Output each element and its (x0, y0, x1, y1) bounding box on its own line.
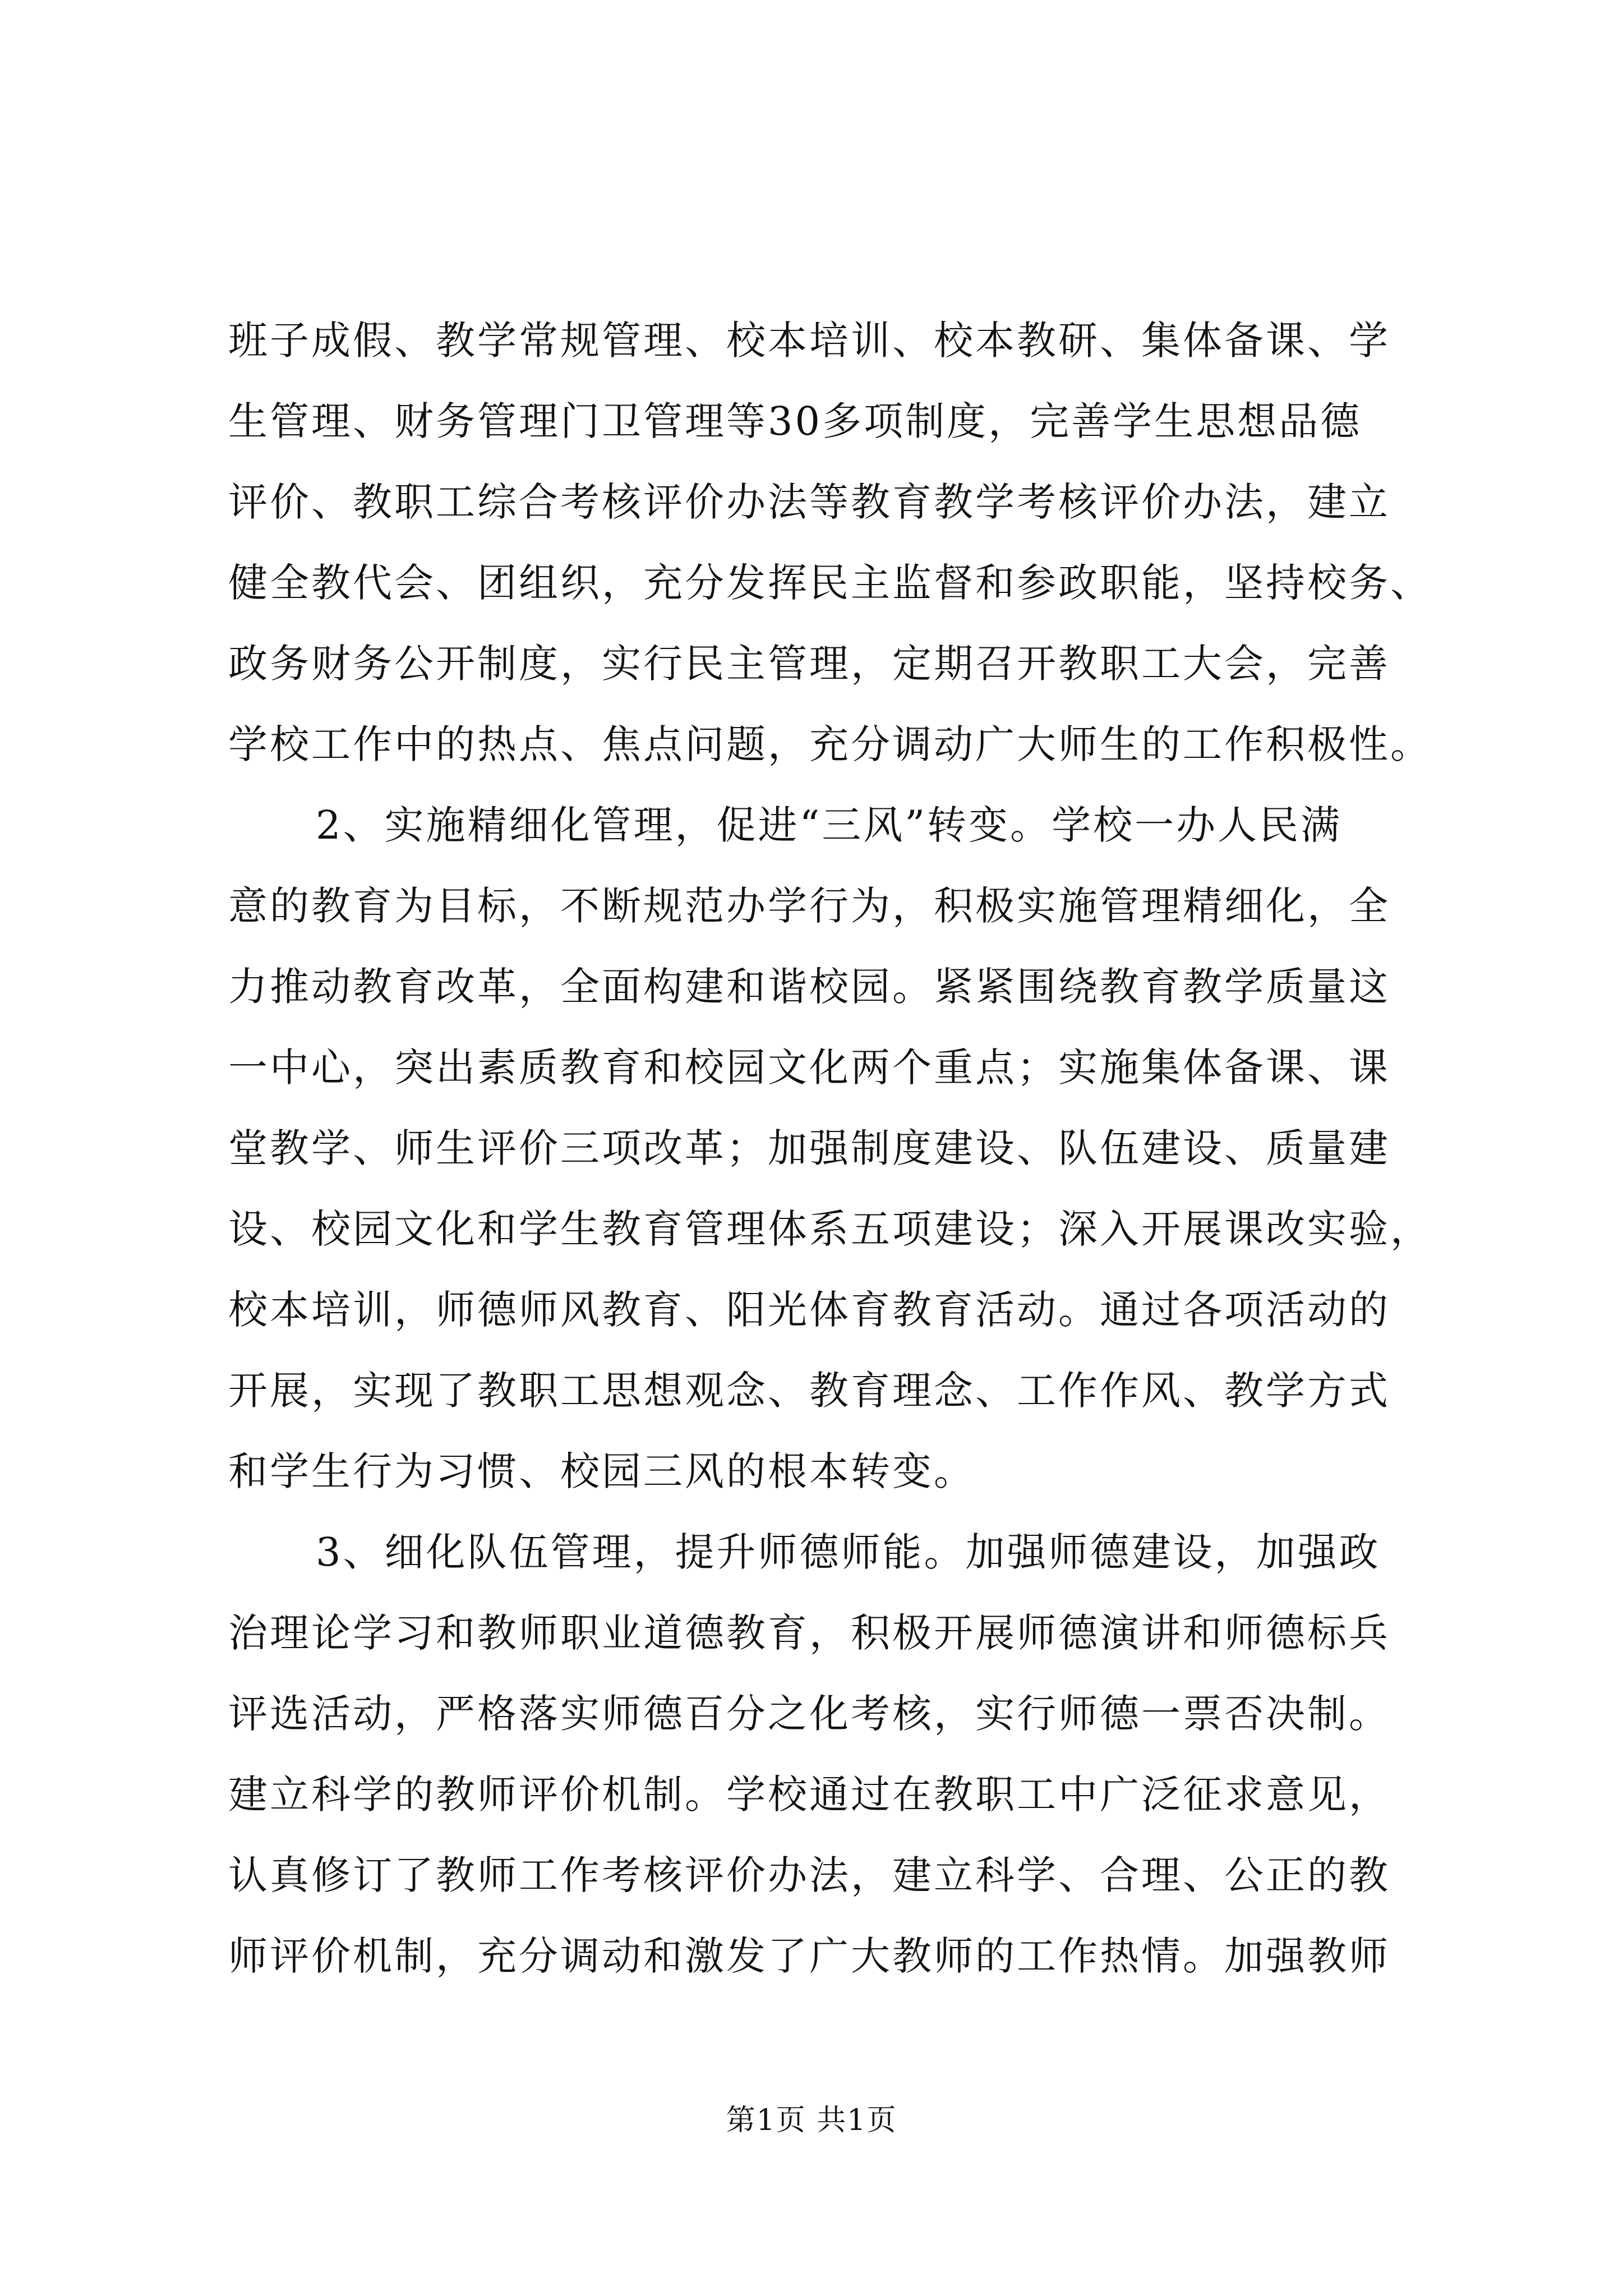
text-line: 政务财务公开制度，实行民主管理，定期召开教职工大会，完善 (228, 641, 1390, 687)
text-line: 健全教代会、团组织，充分发挥民主监督和参政职能，坚持校务、 (228, 560, 1432, 606)
text-line: 治理论学习和教师职业道德教育，积极开展师德演讲和师德标兵 (228, 1610, 1390, 1656)
text-line: 堂教学、师生评价三项改革；加强制度建设、队伍建设、质量建 (228, 1125, 1390, 1171)
text-line: 班子成假、教学常规管理、校本培训、校本教研、集体备课、学 (228, 318, 1390, 364)
text-line: 意的教育为目标，不断规范办学行为，积极实施管理精细化，全 (228, 883, 1390, 929)
text-line: 和学生行为习惯、校园三风的根本转变。 (228, 1448, 975, 1494)
text-line: 建立科学的教师评价机制。学校通过在教职工中广泛征求意见， (228, 1772, 1390, 1818)
paragraph-start-line: 2、实施精细化管理，促进“三风”转变。学校一办人民满 (316, 802, 1343, 848)
page-number-label: 第1页 共1页 (726, 2104, 897, 2137)
text-line: 力推动教育改革，全面构建和谐校园。紧紧围绕教育教学质量这 (228, 964, 1390, 1010)
text-line: 校本培训，师德师风教育、阳光体育教育活动。通过各项活动的 (228, 1287, 1390, 1333)
text-line: 师评价机制，充分调动和激发了广大教师的工作热情。加强教师 (228, 1933, 1390, 1979)
text-line: 学校工作中的热点、焦点问题，充分调动广大师生的工作积极性。 (228, 721, 1432, 767)
text-line: 评价、教职工综合考核评价办法等教育教学考核评价办法，建立 (228, 479, 1390, 525)
text-line: 生管理、财务管理门卫管理等30多项制度，完善学生思想品德 (228, 398, 1362, 444)
document-body (228, 300, 1434, 1996)
text-line: 评选活动，严格落实师德百分之化考核，实行师德一票否决制。 (228, 1691, 1390, 1737)
paragraph-start-line: 3、细化队伍管理，提升师德师能。加强师德建设，加强政 (316, 1529, 1381, 1575)
text-line: 认真修订了教师工作考核评价办法，建立科学、合理、公正的教 (228, 1852, 1390, 1898)
page-footer (0, 2098, 1623, 2143)
text-line: 设、校园文化和学生教育管理体系五项建设；深入开展课改实验， (228, 1206, 1432, 1252)
text-line: 一中心，突出素质教育和校园文化两个重点；实施集体备课、课 (228, 1045, 1390, 1091)
text-line: 开展，实现了教职工思想观念、教育理念、工作作风、教学方式 (228, 1368, 1390, 1414)
